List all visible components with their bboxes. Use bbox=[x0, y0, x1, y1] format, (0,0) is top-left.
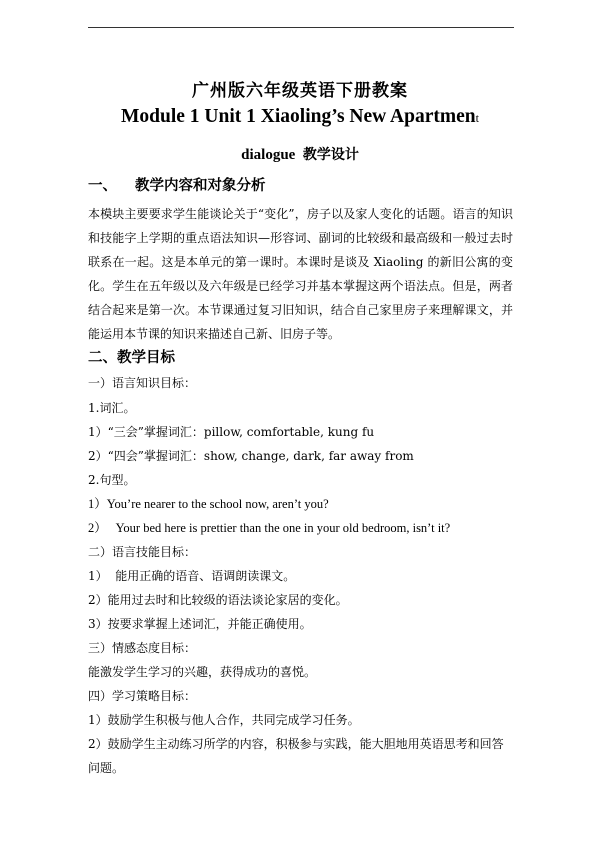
list-item: 二）语言技能目标： bbox=[88, 545, 197, 559]
list-item: 1）鼓励学生积极与他人合作，共同完成学习任务。 bbox=[88, 713, 360, 727]
document-title: 广州版六年级英语下册教案 bbox=[192, 81, 408, 101]
subtitle2-en: dialogue bbox=[241, 147, 296, 163]
list-item: 2） Your bed here is prettier than the one in your old bedroom, isn’t it? bbox=[88, 521, 451, 535]
subtitle-tail: t bbox=[475, 111, 479, 125]
list-item: 三）情感态度目标： bbox=[88, 641, 197, 655]
list-item: 1）“三会”掌握词汇：pillow, comfortable, kung fu bbox=[88, 425, 375, 439]
section1-number: 一、 bbox=[88, 178, 117, 194]
section2-heading: 二、教学目标 bbox=[88, 350, 175, 366]
list-item: 1.词汇。 bbox=[88, 401, 136, 415]
document-subtitle bbox=[0, 106, 600, 128]
list-item: 2）鼓励学生主动练习所学的内容，积极参与实践，能大胆地用英语思考和回答 bbox=[88, 737, 504, 751]
subtitle-main: Module 1 Unit 1 Xiaoling’s New Apartmen bbox=[121, 106, 476, 127]
subtitle2-cn: 教学设计 bbox=[302, 147, 359, 163]
section1-heading-text: 教学内容和对象分析 bbox=[135, 178, 266, 194]
list-item: 问题。 bbox=[88, 761, 125, 775]
header-rule bbox=[88, 27, 514, 28]
list-item: 能激发学生学习的兴趣，获得成功的喜悦。 bbox=[88, 665, 317, 679]
list-item: 2）“四会”掌握词汇：show, change, dark, far away from bbox=[88, 449, 414, 463]
section1-paragraph: 本模块主要要求学生能谈论关于“变化”，房子以及家人变化的话题。语言的知识和技能字上学期的重点语法知识—形容词、副词的比较级和最高级和一般过去时联系在一起。这是本单元的第一课时。本课时是谈及 Xiaoling 的新旧公寓的变化。学生在五年级以及六年级是已经学习并基本掌握这两个语法点。但是，两者结合起来是第一次。本节课通过复习旧知识，结合自己家里房子来理解课文，并能运用本节课的知识来描述自己新、旧房子等。 bbox=[88, 207, 513, 341]
list-item: 四）学习策略目标： bbox=[88, 689, 197, 703]
document-subtitle-2 bbox=[0, 144, 600, 164]
list-item: 2）能用过去时和比较级的语法谈论家居的变化。 bbox=[88, 593, 348, 607]
list-item: 一）语言知识目标： bbox=[88, 376, 197, 390]
section1-heading bbox=[88, 174, 266, 195]
list-item: 1） 能用正确的语音、语调朗读课文。 bbox=[88, 569, 296, 583]
list-item: 2.句型。 bbox=[88, 473, 136, 487]
list-item: 3）按要求掌握上述词汇，并能正确使用。 bbox=[88, 617, 312, 631]
list-item: 1）You’re nearer to the school now, aren’t you? bbox=[88, 497, 329, 511]
